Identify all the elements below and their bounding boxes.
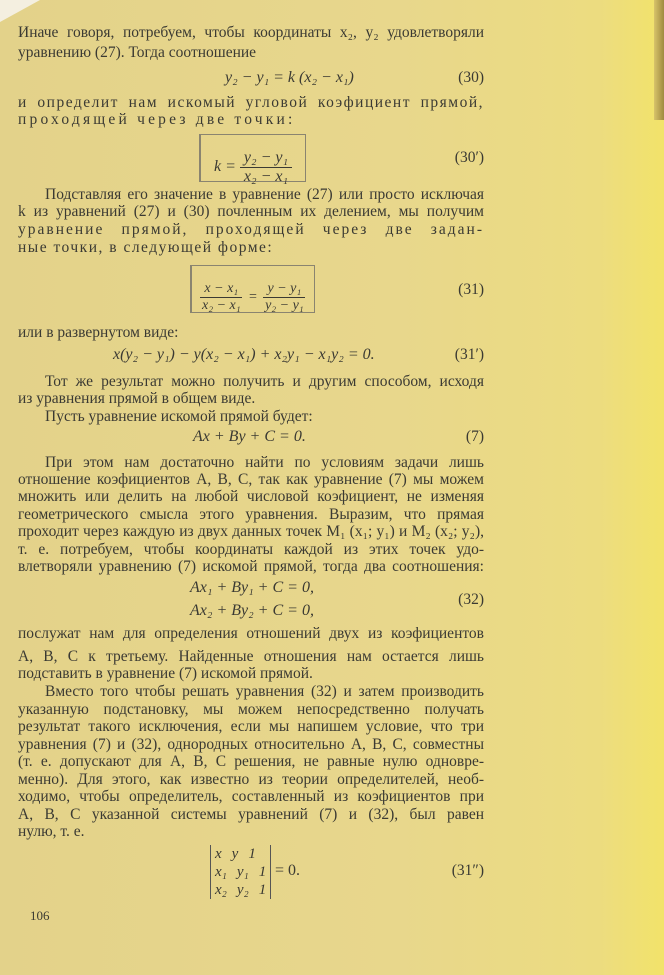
folded-corner — [0, 0, 40, 22]
text-line: проходящей через две точки: — [18, 111, 296, 128]
text-line: Вместо того чтобы решать уравнения (32) и затем производить — [45, 683, 484, 700]
text-line: геометрического смысла этого уравнения. Выразим, что прямая — [18, 506, 484, 523]
equation-number: (32) — [458, 591, 484, 608]
numerator: x − x₁ — [200, 281, 242, 298]
text-line: ходимо, чтобы определитель, составленный из коэфициентов при — [18, 788, 484, 805]
det-cell: x₂ — [215, 882, 227, 898]
numerator: y − y₁ — [263, 281, 305, 298]
text-line: A, B, C указанной системы уравнений (7) и (32), был равен — [18, 806, 484, 823]
eq-lhs: k = — [214, 158, 236, 176]
equation-number: (31″) — [451, 862, 484, 879]
det-cell: 1 — [258, 882, 267, 898]
det-cell: y₁ — [236, 864, 249, 880]
equation-number: (30′) — [454, 149, 484, 166]
fraction — [261, 281, 308, 314]
text-line: из уравнения прямой в общем виде. — [18, 390, 256, 407]
text-line: (т. е. допускают для A, B, C решения, не равные нулю одновре- — [18, 753, 484, 770]
text-line: ные точки, в следующей форме: — [18, 239, 274, 256]
equation-number: (7) — [465, 428, 484, 445]
equation-number: (31′) — [454, 346, 484, 363]
text-line: Иначе говоря, потребуем, чтобы координаты x₂, y₂ удовлетворяли — [18, 24, 484, 41]
det-cell: x — [215, 846, 222, 862]
det-cell: y₂ — [236, 882, 249, 898]
equation-7: Ax + By + C = 0. — [193, 428, 306, 445]
det-row — [215, 881, 266, 899]
det-cell: x₁ — [215, 864, 227, 880]
equation-30p — [214, 149, 292, 186]
text-line: подставить в уравнение (7) искомой прямой. — [18, 665, 313, 682]
text-line: Тот же результат можно получить и другим способом, исходя — [45, 373, 484, 390]
text-line: результат такого исключения, если мы напишем условие, что три — [18, 718, 484, 735]
text-line: влетворяли уравнению (7) искомой прямой, тогда два соотношения: — [18, 558, 484, 575]
denominator: x₂ − x₁ — [202, 298, 241, 313]
text-line: k из уравнений (27) и (30) почленным их делением, мы получим — [18, 203, 484, 220]
equation-31 — [198, 281, 308, 314]
fraction — [198, 281, 245, 314]
page-edge-shadow — [654, 0, 664, 120]
text-line: менно). Для этого, как известно из теории определителей, необ- — [18, 771, 484, 788]
text-line: нулю, т. е. — [18, 823, 85, 840]
text-line: Пусть уравнение искомой прямой будет: — [45, 408, 313, 425]
fraction — [240, 149, 292, 186]
determinant — [210, 845, 271, 899]
det-cell: 1 — [258, 864, 267, 880]
det-cell: y — [231, 846, 239, 862]
page-number: 106 — [30, 908, 50, 923]
text-line: и определит нам искомый угловой коэфициент прямой, — [18, 94, 484, 111]
text-line: множить или делить на любой числовой коэфициент, не изменяя — [18, 488, 484, 505]
equation-32b: Ax₂ + By₂ + C = 0, — [190, 602, 314, 619]
denominator: x₂ − x₁ — [243, 168, 289, 185]
denominator: y₂ − y₁ — [265, 298, 304, 313]
equation-30: y₂ − y₁ = k (x₂ − x₁) — [225, 69, 354, 86]
equation-32a: Ax₁ + By₁ + C = 0, — [190, 579, 314, 596]
text-line: уравнения (7) и (32), однородных относительно A, B, C, совместны — [18, 736, 484, 753]
det-cell: 1 — [248, 846, 256, 862]
det-rhs: = 0. — [275, 862, 301, 879]
text-line: уравнению (27). Тогда соотношение — [18, 44, 257, 61]
equation-number: (30) — [458, 69, 484, 86]
text-line: послужат нам для определения отношений двух из коэфициентов — [18, 625, 484, 642]
text-line: При этом нам достаточно найти по условиям задачи лишь — [45, 454, 484, 471]
text-line: уравнение прямой, проходящей через две задан- — [18, 221, 484, 238]
equation-31p: x(y₂ − y₁) − y(x₂ − x₁) + x₂y₁ − x₁y₂ = 0. — [113, 346, 375, 363]
det-row — [215, 845, 266, 863]
text-line: указанную подстановку, мы можем непосредственно получать — [18, 701, 484, 718]
text-line: Подставляя его значение в уравнение (27) или просто исключая — [45, 186, 484, 203]
equals: = — [248, 289, 258, 305]
text-line: отношение коэфициентов A, B, C, так как уравнение (7) мы можем — [18, 471, 484, 488]
det-row — [215, 863, 266, 881]
text-line: проходит через каждую из двух данных точек M₁ (x₁; y₁) и M₂ (x₂; y₂), — [18, 523, 484, 540]
text-line: или в развернутом виде: — [18, 324, 179, 341]
equation-number: (31) — [458, 281, 484, 298]
numerator: y₂ − y₁ — [240, 149, 292, 168]
text-line: A, B, C к третьему. Найденные отношения нам остается лишь — [18, 648, 484, 665]
text-line: т. е. потребуем, чтобы координаты каждой из этих точек удо- — [18, 541, 484, 558]
